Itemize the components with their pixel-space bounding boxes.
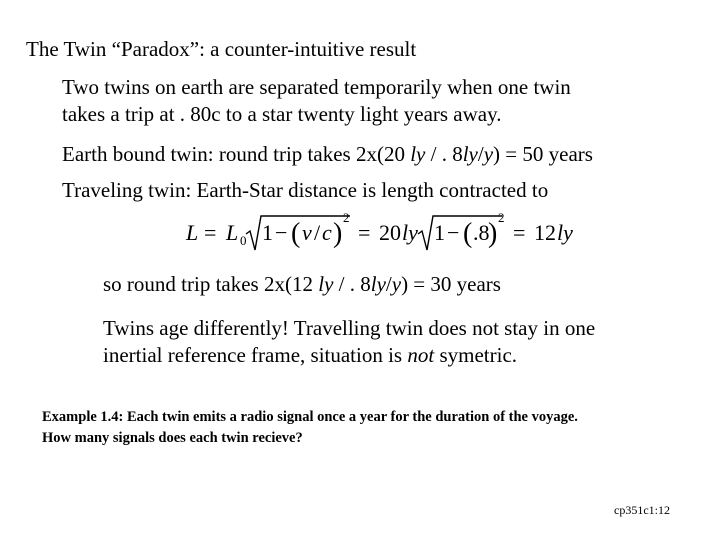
text-segment: ) = 50 years	[493, 142, 593, 166]
formula-number: 12	[534, 220, 556, 245]
formula-number: .8	[473, 220, 490, 245]
text-segment: inertial reference frame, situation is	[103, 343, 408, 367]
formula-slash: /	[314, 220, 321, 245]
paragraph-line: Twins age differently! Travelling twin does not stay in one	[103, 316, 596, 340]
example-line: Example 1.4: Each twin emits a radio signal once a year for the duration of the voyage.	[42, 409, 578, 425]
paragraph-twins-age	[103, 315, 595, 369]
text-segment: so round trip takes 2x(12	[103, 272, 319, 296]
example-line: How many signals does each twin recieve?	[42, 430, 303, 446]
formula-one: 1	[434, 220, 445, 245]
formula-one: 1	[262, 220, 273, 245]
paragraph-line: takes a trip at . 80c to a star twenty light years away.	[62, 102, 502, 126]
italic-unit: ly	[410, 142, 426, 166]
formula-exponent: 2	[343, 210, 350, 225]
formula-paren: (	[291, 218, 301, 249]
italic-emphasis: not	[407, 343, 435, 367]
text-segment: symetric.	[434, 343, 518, 367]
slide-footer: cp351c1:12	[614, 503, 670, 517]
formula-v: v	[302, 220, 312, 245]
formula-subscript: 0	[240, 233, 247, 248]
paragraph-traveling-twin: Traveling twin: Earth-Star distance is length contracted to	[62, 178, 549, 202]
formula-L0: L	[226, 220, 239, 245]
italic-unit: y	[483, 142, 494, 166]
formula-paren: (	[463, 218, 473, 249]
italic-unit: ly	[318, 272, 334, 296]
formula-exponent: 2	[498, 210, 505, 225]
formula-equals: =	[513, 220, 526, 245]
paragraph-line: Two twins on earth are separated temporarily when one twin	[62, 75, 571, 99]
italic-unit: y	[391, 272, 402, 296]
italic-unit: ly	[370, 272, 386, 296]
text-segment: Earth bound twin: round trip takes 2x(20	[62, 142, 411, 166]
formula-number: 20	[379, 220, 401, 245]
formula-equals: =	[204, 220, 217, 245]
example-question	[42, 407, 578, 449]
formula-unit: ly	[402, 220, 418, 245]
formula-c: c	[322, 220, 332, 245]
paragraph-earth-twin	[62, 141, 593, 168]
formula-minus: −	[275, 220, 288, 245]
paragraph-line	[103, 342, 595, 369]
italic-unit: ly	[462, 142, 478, 166]
slide-title: The Twin “Paradox”: a counter-intuitive result	[26, 37, 417, 61]
formula-paren: )	[488, 218, 498, 249]
formula-unit: ly	[557, 220, 573, 245]
formula-L: L	[186, 220, 199, 245]
formula-equals: =	[358, 220, 371, 245]
text-segment: /	[385, 272, 392, 296]
text-segment: ) = 30 years	[401, 272, 501, 296]
text-segment: / . 8	[333, 272, 371, 296]
paragraph-twins-separation	[62, 74, 571, 128]
formula-minus: −	[447, 220, 460, 245]
length-contraction-formula	[180, 204, 580, 256]
text-segment: / . 8	[425, 142, 463, 166]
formula-paren: )	[333, 218, 343, 249]
paragraph-round-trip	[103, 271, 501, 298]
text-segment: /	[477, 142, 484, 166]
